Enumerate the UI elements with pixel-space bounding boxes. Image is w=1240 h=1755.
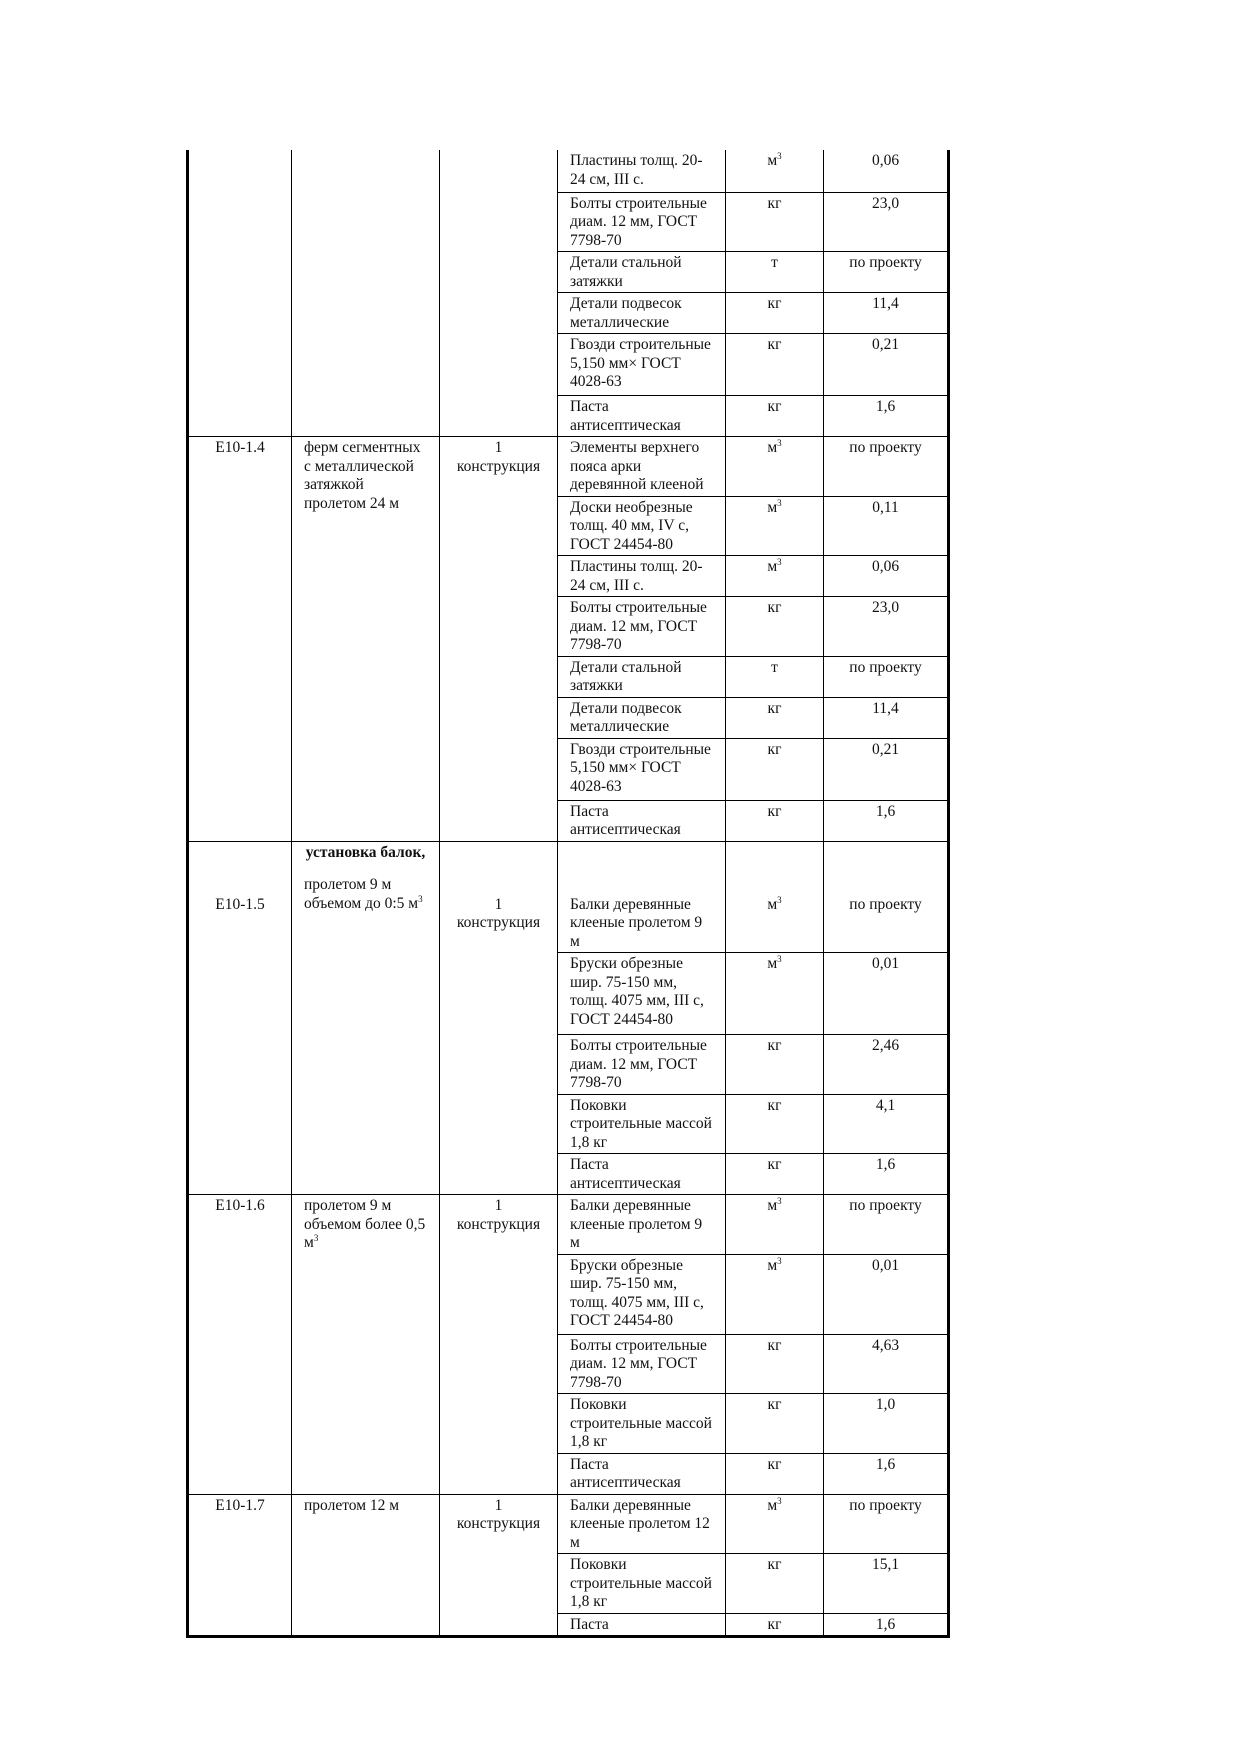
table-row (188, 1494, 949, 1554)
unit-cell: кг (726, 1613, 824, 1637)
meter-cell: 1 конструкция (440, 437, 558, 842)
unit-cell: $м^3$ (726, 437, 824, 497)
code-cell: Е10-1.5 (188, 841, 292, 1195)
unit-cell: кг (726, 738, 824, 800)
material-cell: Болты строительные диам. 12 мм, ГОСТ 7798-70 (558, 597, 726, 657)
unit-cell: $м^3$ (726, 556, 824, 597)
unit-cell: кг (726, 1394, 824, 1454)
value-cell: 0,06 (824, 556, 949, 597)
value-cell: по проекту (824, 1195, 949, 1255)
code-cell: Е10-1.6 (188, 1195, 292, 1495)
section-heading: установка балок, (305, 843, 426, 861)
value-cell: 11,4 (824, 293, 949, 334)
value-cell: 1,6 (824, 800, 949, 841)
material-cell: Балки деревянные клееные пролетом 9 м (558, 841, 726, 953)
meter-cell: 1 конструкция (440, 1195, 558, 1495)
value-cell: по проекту (824, 437, 949, 497)
code-cell: Е10-1.7 (188, 1494, 292, 1637)
meter-cell (440, 150, 558, 437)
value-cell: по проекту (824, 252, 949, 293)
material-cell: Балки деревянные клееные пролетом 12 м (558, 1494, 726, 1554)
value-cell: по проекту (824, 656, 949, 697)
unit-cell: $м^3$ (726, 1494, 824, 1554)
code-cell (188, 150, 292, 437)
name-cell: ферм сегментных с металлической затяжкой пролетом 24 м (292, 437, 440, 842)
unit-cell: т (726, 252, 824, 293)
material-cell: Детали подвесок металлические (558, 697, 726, 738)
value-cell: по проекту (824, 841, 949, 953)
value-cell: 0,01 (824, 1254, 949, 1334)
unit-cell: кг (726, 396, 824, 437)
meter-cell: 1 конструкция (440, 1494, 558, 1637)
meter-cell: 1 конструкция (440, 841, 558, 1195)
value-cell: по проекту (824, 1494, 949, 1554)
unit-cell: кг (726, 1035, 824, 1095)
unit-cell: $м^3$ (726, 1195, 824, 1255)
name-cell (292, 150, 440, 437)
table-row (188, 437, 949, 497)
value-cell: 0,21 (824, 738, 949, 800)
material-cell: Гвозди строительные 5,150 мм× ГОСТ 4028-63 (558, 738, 726, 800)
material-cell: Болты строительные диам. 12 мм, ГОСТ 7798-70 (558, 1334, 726, 1394)
material-cell: Детали стальной затяжки (558, 252, 726, 293)
unit-cell: $м^3$ (726, 1254, 824, 1334)
value-cell: 2,46 (824, 1035, 949, 1095)
material-cell: Паста (558, 1613, 726, 1637)
unit-cell: $м^3$ (726, 953, 824, 1035)
material-cell: Доски необрезные толщ. 40 мм, IV с, ГОСТ 24454-80 (558, 496, 726, 556)
unit-cell: кг (726, 1453, 824, 1494)
material-cell: Пластины толщ. 20-24 см, III с. (558, 556, 726, 597)
material-cell: Детали стальной затяжки (558, 656, 726, 697)
code-cell: Е10-1.4 (188, 437, 292, 842)
value-cell: 4,63 (824, 1334, 949, 1394)
table-row (188, 841, 949, 953)
material-cell: Болты строительные диам. 12 мм, ГОСТ 7798-70 (558, 1035, 726, 1095)
name-cell: пролетом 12 м (292, 1494, 440, 1637)
unit-cell: $м^3$ (726, 496, 824, 556)
unit-cell: кг (726, 1094, 824, 1154)
value-cell: 0,06 (824, 150, 949, 192)
value-cell: 1,0 (824, 1394, 949, 1454)
unit-cell: кг (726, 1554, 824, 1614)
name-cell: пролетом 9 м объемом более 0,5 $м^3$ (292, 1195, 440, 1495)
material-cell: Поковки строительные массой 1,8 кг (558, 1094, 726, 1154)
value-cell: 4,1 (824, 1094, 949, 1154)
material-cell: Паста антисептическая (558, 1154, 726, 1195)
material-cell: Балки деревянные клееные пролетом 9 м (558, 1195, 726, 1255)
material-cell: Болты строительные диам. 12 мм, ГОСТ 7798-70 (558, 192, 726, 252)
unit-cell: кг (726, 1154, 824, 1195)
unit-cell: кг (726, 1334, 824, 1394)
unit-cell: $м^3$ (726, 841, 824, 953)
value-cell: 23,0 (824, 192, 949, 252)
unit-cell: кг (726, 334, 824, 396)
unit-cell: кг (726, 192, 824, 252)
material-cell: Бруски обрезные шир. 75-150 мм, толщ. 4075 мм, III с, ГОСТ 24454-80 (558, 1254, 726, 1334)
material-cell: Поковки строительные массой 1,8 кг (558, 1394, 726, 1454)
value-cell: 11,4 (824, 697, 949, 738)
value-cell: 0,01 (824, 953, 949, 1035)
table-row (188, 150, 949, 192)
unit-cell: кг (726, 800, 824, 841)
material-cell: Пластины толщ. 20-24 см, III с. (558, 150, 726, 192)
norms-table (186, 150, 950, 1638)
value-cell: 0,21 (824, 334, 949, 396)
unit-cell: кг (726, 597, 824, 657)
value-cell: 0,11 (824, 496, 949, 556)
value-cell: 1,6 (824, 1154, 949, 1195)
value-cell: 1,6 (824, 1453, 949, 1494)
unit-cell: кг (726, 293, 824, 334)
value-cell: 1,6 (824, 1613, 949, 1637)
material-cell: Бруски обрезные шир. 75-150 мм, толщ. 4075 мм, III с, ГОСТ 24454-80 (558, 953, 726, 1035)
value-cell: 15,1 (824, 1554, 949, 1614)
material-cell: Поковки строительные массой 1,8 кг (558, 1554, 726, 1614)
material-cell: Паста антисептическая (558, 396, 726, 437)
value-cell: 23,0 (824, 597, 949, 657)
unit-cell: т (726, 656, 824, 697)
material-cell: Паста антисептическая (558, 1453, 726, 1494)
name-cell: установка балок, пролетом 9 м объемом до 0:5 $м^3$ (292, 841, 440, 1195)
material-cell: Элементы верхнего пояса арки деревянной клееной (558, 437, 726, 497)
material-cell: Гвозди строительные 5,150 мм× ГОСТ 4028-63 (558, 334, 726, 396)
material-cell: Детали подвесок металлические (558, 293, 726, 334)
unit-cell: кг (726, 697, 824, 738)
value-cell: 1,6 (824, 396, 949, 437)
material-cell: Паста антисептическая (558, 800, 726, 841)
table-row (188, 1195, 949, 1255)
unit-cell: $м^3$ (726, 150, 824, 192)
